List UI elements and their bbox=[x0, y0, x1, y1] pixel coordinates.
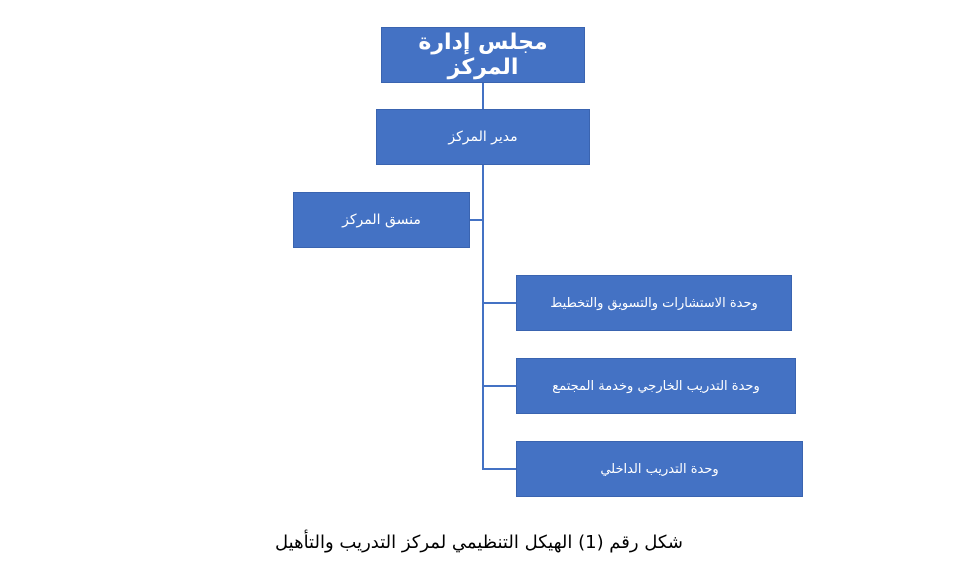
board-of-directors-label: مجلس إدارة المركز bbox=[418, 30, 548, 80]
external-training-community-service-unit-label: وحدة التدريب الخارجي وخدمة المجتمع bbox=[552, 378, 760, 394]
consulting-marketing-planning-unit-label: وحدة الاستشارات والتسويق والتخطيط bbox=[550, 295, 758, 311]
figure-caption: شكل رقم (1) الهيكل التنظيمي لمركز التدريب والتأهيل bbox=[275, 532, 683, 553]
internal-training-unit-label: وحدة التدريب الداخلي bbox=[600, 461, 719, 477]
internal-training-unit-box bbox=[516, 441, 803, 497]
center-coordinator-label: منسق المركز bbox=[342, 212, 421, 228]
consulting-marketing-planning-unit-box bbox=[516, 275, 792, 331]
center-director-box bbox=[376, 109, 590, 165]
center-director-label: مدير المركز bbox=[448, 129, 518, 145]
center-coordinator-box bbox=[293, 192, 470, 248]
external-training-community-service-unit-box bbox=[516, 358, 796, 414]
board-of-directors-box bbox=[381, 27, 585, 83]
